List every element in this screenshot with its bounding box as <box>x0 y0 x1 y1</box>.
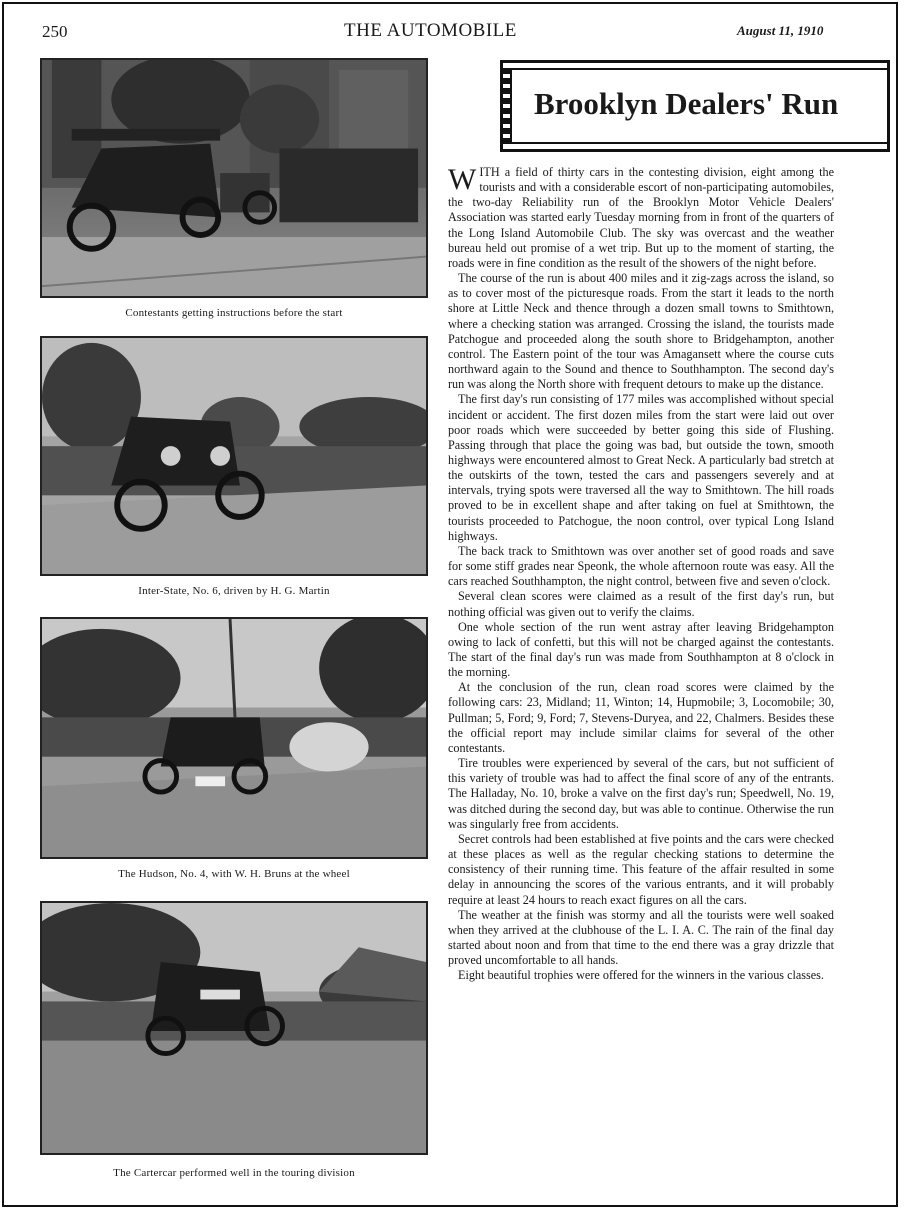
page-number: 250 <box>42 22 68 41</box>
article-paragraph: Several clean scores were claimed as a result of the first day's run, but nothing official was given out to verify the claims. <box>448 589 834 619</box>
masthead: THE AUTOMOBILE <box>344 20 517 41</box>
article-title-box <box>500 60 890 152</box>
article-body <box>448 165 834 983</box>
article-paragraph: Tire troubles were experienced by several of the cars, but not sufficient of this variety of trouble was had to affect the final score of any of the entrants. The Halladay, No. 10, broke a valve on the first day's run; Speedwell, No. 19, was ditched during the second day, but was able to continue. Otherwise the run was singularly free from accidents. <box>448 756 834 831</box>
photo-contestants-start <box>40 58 428 298</box>
title-ornament <box>500 68 510 144</box>
article-paragraph: The first day's run consisting of 177 miles was accomplished without special incident or accident. The first dozen miles from the start were laid out over poor roads which were succeeded by better going this side of Flushing. Passing through that place the going was bad, but outside the town, smooth highways were encountered almost to Great Neck. A particularly bad stretch at the outskirts of the town, tested the cars and passengers severely and at intervals, trying spots were traversed all the way to Smithtown. The hill roads proved to be in excellent shape and after taking on fuel at Smithtown, the tourists proceeded to Patchogue, the noon control, over typical Long Island highways. <box>448 392 834 543</box>
article-paragraph: Secret controls had been established at five points and the cars were checked at these places as well as the regular checking stations to determine the consistency of their running time. This feature of the affair resulted in some delay in announcing the scores of the various entrants, and it will probably require at least 24 hours to reach exact figures on all the cars. <box>448 831 834 907</box>
paragraph-text: ITH a field of thirty cars in the contesting division, eight among the tourists and with a considerable escort of non-participating automobiles, the two-day Reliability run of the Brooklyn Motor Vehicle Dealers' Association was started early Tuesday morning from in front of the quarters of the Long Island Automobile Club. The sky was overcast and the weather bureau held out promise of a wet trip. But up to the moment of starting, the roads were in fine condition as the result of the showers of the night before. <box>448 165 834 270</box>
article-title: Brooklyn Dealers' Run <box>534 86 839 121</box>
photo-caption: The Cartercar performed well in the touring division <box>113 1167 355 1179</box>
photo-inter-state-car <box>40 336 428 576</box>
article-paragraph: One whole section of the run went astray after leaving Bridgehampton owing to lack of confetti, but this will not be charged against the contestants. The start of the final day's run was made from Southhampton at 8 o'clock in the morning. <box>448 619 834 680</box>
photo-caption: Inter-State, No. 6, driven by H. G. Martin <box>138 585 330 597</box>
article-paragraph: The back track to Smithtown was over another set of good roads and save for some stiff grades near Speonk, the whole afternoon route was easy. All the cars reached Southhampton, the night control, between five and seven o'clock. <box>448 543 834 589</box>
photo-caption: Contestants getting instructions before the start <box>125 307 343 319</box>
article-paragraph: At the conclusion of the run, clean road scores were claimed by the following cars: 23, Midland; 11, Winton; 14, Hupmobile; 3, Locomobile; 30, Pullman; 5, Ford; 9, Ford; 7, Stevens-Duryea, and 22, Chalmers. Besides these the official report may include similar claims for several of the other contestants. <box>448 680 834 755</box>
photo-cartercar <box>40 901 428 1155</box>
photo-hudson-car <box>40 617 428 859</box>
article-paragraph: The weather at the finish was stormy and all the tourists were well soaked when they arrived at the clubhouse of the L. I. A. C. The rain of the final day started about noon and from that time to the end there was a gray drizzle that proved uncomfortable to all hands. <box>448 907 834 968</box>
article-paragraph <box>448 165 834 271</box>
drop-cap: W <box>448 163 477 196</box>
photo-caption: The Hudson, No. 4, with W. H. Bruns at the wheel <box>118 868 350 880</box>
article-paragraph: Eight beautiful trophies were offered for the winners in the various classes. <box>458 968 824 983</box>
article-paragraph: The course of the run is about 400 miles and it zig-zags across the island, so as to cover most of the picturesque roads. From the start it leads to the north shore at Little Neck and thence through a dozen small towns to Smithtown, where a checking station was arranged. Crossing the island, the tourists made Patchogue and proceeded along the south shore to Bridgehampton, another control. The Eastern point of the tour was Amagansett where the course cuts northward again to the Sound and thence to Southhampton. The second day's run was along the North shore with frequent detours to make up the distance. <box>448 271 834 392</box>
issue-date: August 11, 1910 <box>737 23 824 38</box>
